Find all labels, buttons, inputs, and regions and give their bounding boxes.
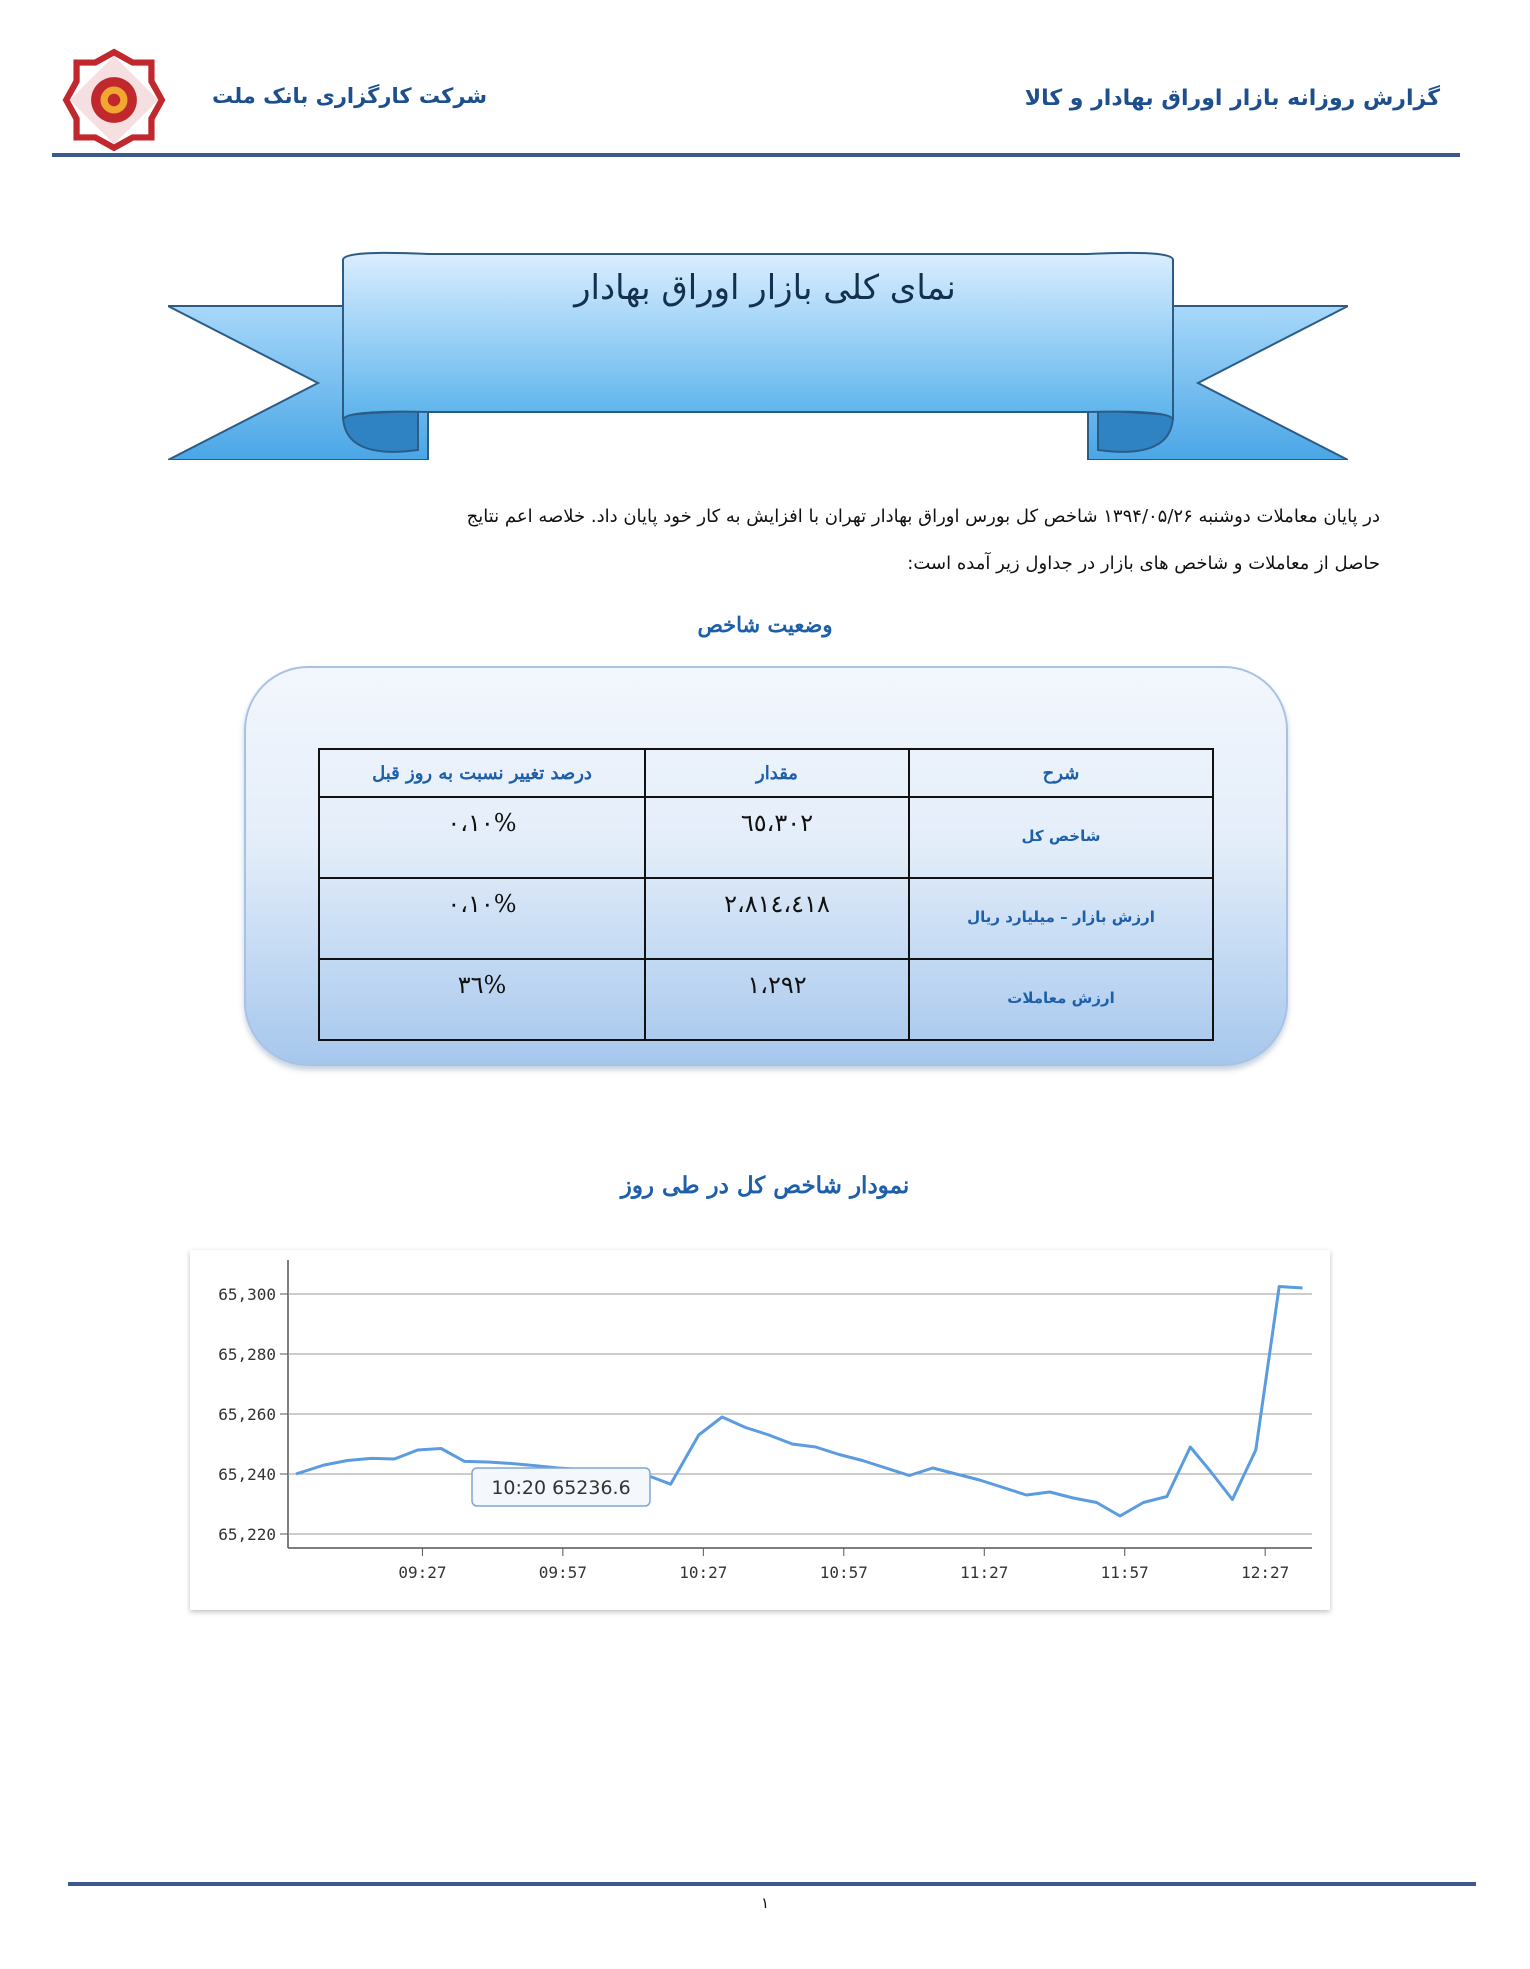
index-status-table xyxy=(318,748,1214,1041)
x-tick-label: 10:27 xyxy=(679,1563,728,1582)
table-cell xyxy=(319,878,645,959)
row-label: ارزش بازار – میلیارد ریال xyxy=(967,908,1155,926)
row-value: ٦٥،٣٠٢ xyxy=(740,809,814,837)
company-name: شرکت کارگزاری بانک ملت xyxy=(212,84,488,108)
intro-line-2: حاصل از معاملات و شاخص های بازار در جداول زیر آمده است: xyxy=(907,553,1380,574)
table-cell xyxy=(909,878,1213,959)
table-cell xyxy=(909,959,1213,1040)
banner-title: نمای کلی بازار اوراق بهادار xyxy=(574,268,956,308)
table-row xyxy=(319,959,1213,1040)
intro-line-1: در پایان معاملات دوشنبه ۱۳۹۴/۰۵/۲۶ شاخص کل بورس اوراق بهادار تهران با افزایش به کار خود پایان داد. خلاصه اعم نتایج xyxy=(466,506,1380,527)
index-section-title: وضعیت شاخص xyxy=(697,612,833,637)
x-tick-label: 09:27 xyxy=(398,1563,447,1582)
y-tick-label: 65,280 xyxy=(218,1345,276,1364)
y-tick-label: 65,240 xyxy=(218,1465,276,1484)
row-change: %٣٦ xyxy=(457,971,507,999)
table-cell xyxy=(319,959,645,1040)
column-header: شرح xyxy=(909,749,1213,797)
x-tick-label: 12:27 xyxy=(1241,1563,1290,1582)
x-tick-label: 11:27 xyxy=(960,1563,1009,1582)
table-cell xyxy=(319,797,645,878)
table-row xyxy=(319,878,1213,959)
table-header-row xyxy=(319,749,1213,797)
column-header: درصد تغییر نسبت به روز قبل xyxy=(319,749,645,797)
chart-container xyxy=(190,1250,1330,1610)
footer-divider xyxy=(68,1882,1476,1886)
row-value: ٢،٨١٤،٤١٨ xyxy=(724,890,830,918)
row-change: %٠،١٠ xyxy=(447,890,517,918)
y-tick-label: 65,260 xyxy=(218,1405,276,1424)
chart-section-title: نمودار شاخص کل در طی روز xyxy=(620,1172,910,1199)
column-header: مقدار xyxy=(645,749,909,797)
bank-mellat-logo xyxy=(62,48,166,152)
intraday-index-chart xyxy=(190,1250,1330,1610)
row-value: ١،٢٩٢ xyxy=(747,971,807,999)
page-number: ١ xyxy=(760,1894,770,1912)
row-change: %٠،١٠ xyxy=(447,809,517,837)
table-cell xyxy=(645,797,909,878)
chart-tooltip-text: 10:20 65236.6 xyxy=(491,1477,631,1499)
table-cell xyxy=(645,959,909,1040)
x-tick-label: 11:57 xyxy=(1100,1563,1149,1582)
row-label: ارزش معاملات xyxy=(1007,989,1115,1007)
x-tick-label: 09:57 xyxy=(538,1563,587,1582)
table-cell xyxy=(909,797,1213,878)
y-tick-label: 65,300 xyxy=(218,1285,276,1304)
x-tick-label: 10:57 xyxy=(819,1563,868,1582)
series-line xyxy=(296,1287,1303,1517)
header-divider xyxy=(52,153,1460,157)
table-cell xyxy=(645,878,909,959)
row-label: شاخص کل xyxy=(1021,827,1101,845)
report-title: گزارش روزانه بازار اوراق بهادار و کالا xyxy=(1024,86,1440,111)
table-row xyxy=(319,797,1213,878)
y-tick-label: 65,220 xyxy=(218,1525,276,1544)
